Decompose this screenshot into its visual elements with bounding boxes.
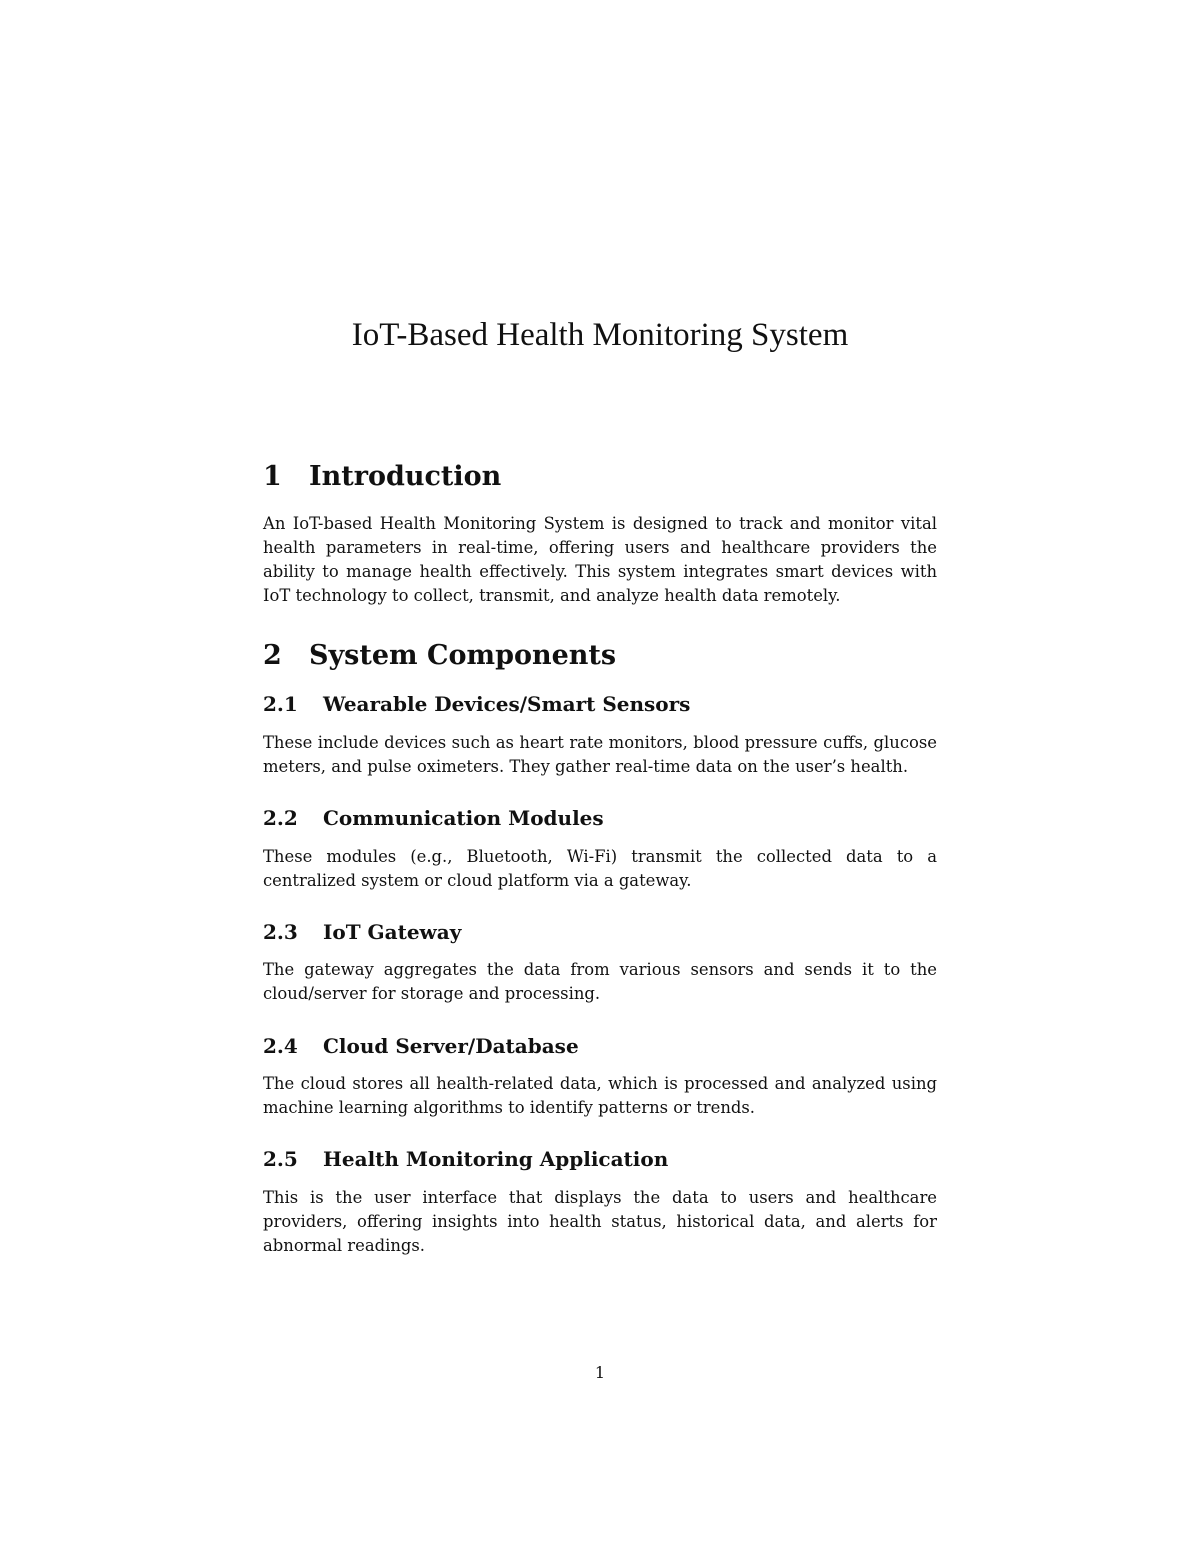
subsection-heading-health-monitoring-application — [263, 1145, 937, 1173]
section-title: System Components — [309, 640, 617, 671]
subsection-title: IoT Gateway — [323, 920, 462, 944]
health-monitoring-application-paragraph: This is the user interface that displays the data to users and healthcare providers, offering insights into health status, historical data, and alerts for abnormal readings. — [263, 1188, 937, 1255]
introduction-paragraph: An IoT-based Health Monitoring System is designed to track and monitor vital health parameters in real-time, offering users and healthcare providers the ability to manage health effectively. This system integrates smart devices with IoT technology to collect, transmit, and analyze health data remotely. — [263, 514, 937, 605]
section-number: 1 — [263, 461, 282, 492]
subsection-heading-wearable-devices — [263, 690, 937, 718]
page-number: 1 — [594, 1363, 606, 1382]
subsection-heading-communication-modules — [263, 804, 937, 832]
section-heading-system-components — [263, 639, 937, 673]
wearable-devices-paragraph: These include devices such as heart rate monitors, blood pressure cuffs, glucose meters, and pulse oximeters. They gather real-time data on the user’s health. — [263, 733, 937, 776]
section-title: Introduction — [309, 461, 502, 492]
subsection-title: Communication Modules — [323, 806, 604, 830]
communication-modules-paragraph: These modules (e.g., Bluetooth, Wi-Fi) transmit the collected data to a centralized system or cloud platform via a gateway. — [263, 847, 937, 890]
subsection-number: 2.5 — [263, 1147, 298, 1171]
subsection-title: Health Monitoring Application — [323, 1147, 669, 1171]
subsection-heading-iot-gateway — [263, 918, 937, 946]
section-heading-introduction — [263, 460, 937, 494]
subsection-number: 2.3 — [263, 920, 298, 944]
subsection-number: 2.4 — [263, 1034, 298, 1058]
iot-gateway-paragraph: The gateway aggregates the data from various sensors and sends it to the cloud/server for storage and processing. — [263, 960, 937, 1003]
document-title: IoT-Based Health Monitoring System — [351, 317, 849, 353]
subsection-title: Cloud Server/Database — [323, 1034, 579, 1058]
subsection-heading-cloud-server — [263, 1032, 937, 1060]
subsection-number: 2.1 — [263, 692, 298, 716]
subsection-title: Wearable Devices/Smart Sensors — [323, 692, 691, 716]
cloud-server-paragraph: The cloud stores all health-related data, which is processed and analyzed using machine learning algorithms to identify patterns or trends. — [263, 1074, 937, 1117]
section-number: 2 — [263, 640, 282, 671]
subsection-number: 2.2 — [263, 806, 298, 830]
